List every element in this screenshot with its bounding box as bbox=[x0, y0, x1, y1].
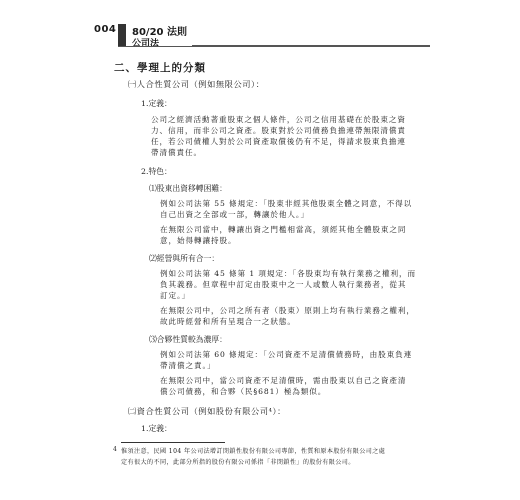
feature-2-label: ⑵經營與所有合一： bbox=[149, 254, 220, 263]
part1-definition-line: 任，若公司債權人對於公司資產取償後仍有不足，得請求股東負擔連 bbox=[151, 137, 406, 146]
feature-1-text: 例如公司法第 55 條規定：「股東非經其他股東全體之同意，不得以 bbox=[160, 199, 413, 208]
feature-3-text: 帶清償之責。」 bbox=[160, 361, 216, 370]
footnote-line: 定有很大的不同，此部分所指的股份有限公司係指「非閉鎖性」的股份有限公司。 bbox=[121, 459, 355, 466]
feature-3-text: 在無限公司中，當公司資產不足清償時，需由股東以自己之資產清 bbox=[160, 376, 407, 385]
page-number: 004 bbox=[94, 24, 117, 35]
part1-definition-label: 1.定義： bbox=[141, 99, 172, 108]
feature-2-text: 故此時經營和所有呈現合一之狀態。 bbox=[160, 317, 296, 326]
feature-1-text: 自己出資之全部或一部，轉讓於他人。」 bbox=[160, 210, 310, 219]
feature-3-text: 償公司債務，和合夥（民§681）極為類似。 bbox=[160, 387, 327, 396]
book-title: 80/20 法則 bbox=[132, 27, 187, 38]
feature-3-text: 例如公司法第 60 條規定：「公司資產不足清償債務時，由股東負連 bbox=[160, 350, 413, 359]
part1-features-label: 2.特色： bbox=[141, 167, 172, 176]
part1-definition-line: 公司之經濟活動著重股東之個人條件，公司之信用基礎在於股東之資 bbox=[151, 115, 406, 124]
feature-1-label: ⑴股東出資移轉困難： bbox=[149, 184, 227, 193]
section-title: 二、學理上的分類 bbox=[114, 62, 206, 74]
part2-definition-label: 1.定義： bbox=[141, 424, 172, 433]
feature-2-text: 訂定。」 bbox=[160, 291, 191, 300]
feature-1-text: 意，始得轉讓持股。 bbox=[160, 236, 237, 245]
header-bar-decoration bbox=[118, 24, 126, 46]
running-header bbox=[92, 22, 432, 52]
part1-definition-line: 帶清償責任。 bbox=[151, 148, 202, 157]
feature-2-text: 在無限公司中，公司之所有者（股東）原則上均有執行業務之權利， bbox=[160, 306, 415, 315]
footnote-marker: 4 bbox=[113, 446, 117, 453]
footnote-rule bbox=[121, 442, 225, 443]
feature-3-label: ⑶合夥性質較為濃厚： bbox=[149, 335, 227, 344]
part2-heading: ㈡資合性質公司（例如股份有限公司⁴）： bbox=[128, 406, 286, 416]
part1-heading: ㈠人合性質公司（例如無限公司）： bbox=[128, 79, 265, 89]
feature-1-text: 在無限公司當中，轉讓出資之門檻相當高，須經其他全體股東之同 bbox=[160, 225, 407, 234]
book-subtitle: 公司法 bbox=[132, 39, 160, 49]
feature-2-text: 例如公司法第 45 條第 1 項規定：「各股東均有執行業務之權利，而 bbox=[160, 269, 416, 278]
footnote-line: 惟須注意，民國 104 年公司法增訂閉鎖性股份有限公司專節，性質和原本股份有限公司之處 bbox=[121, 448, 386, 455]
part1-definition-line: 力、信用，而非公司之資產。股東對於公司債務負擔連帶無限清償責 bbox=[151, 126, 406, 135]
header-rule-thick bbox=[192, 45, 430, 47]
feature-2-text: 負其義務。但章程中訂定由股東中之一人或數人執行業務者，從其 bbox=[160, 280, 407, 289]
